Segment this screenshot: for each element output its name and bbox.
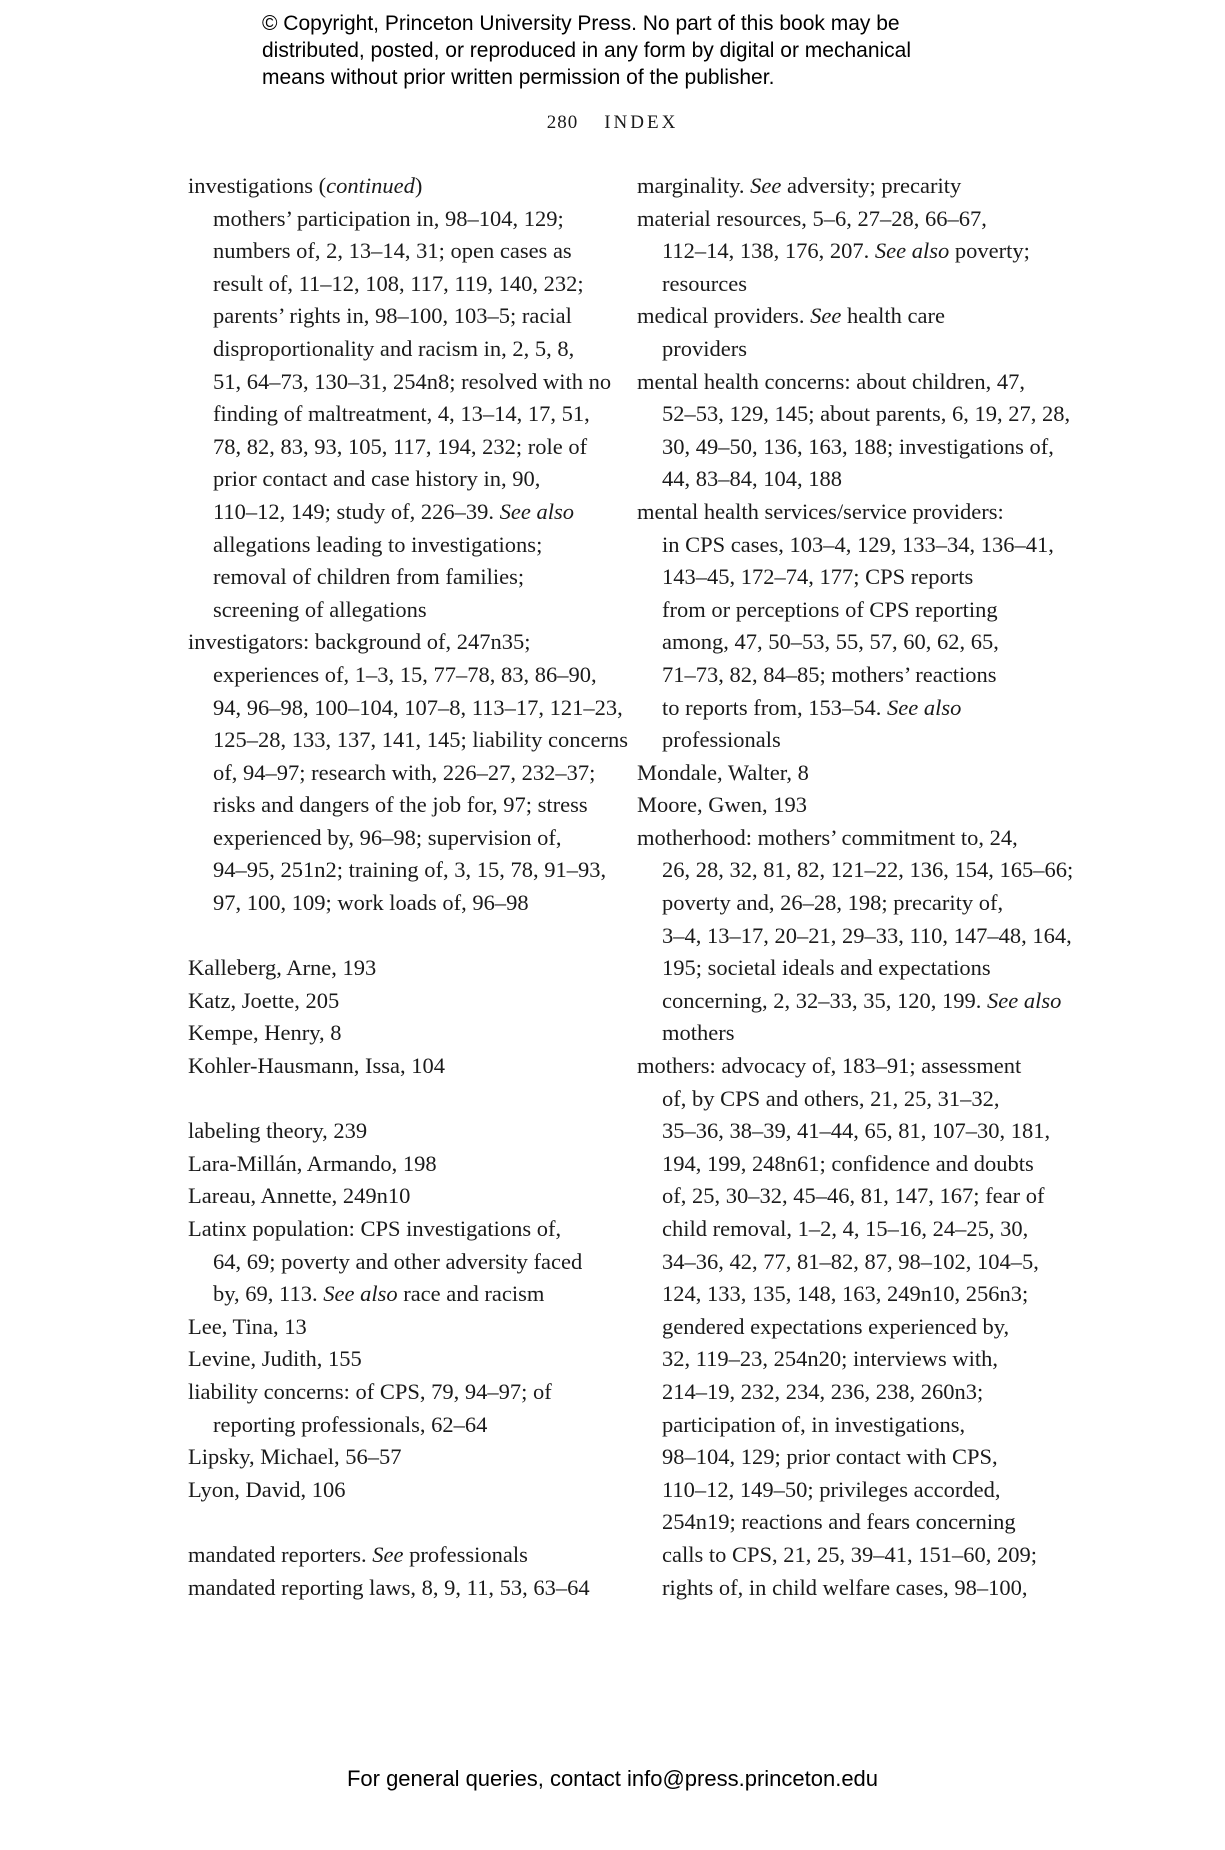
- index-entry-investigations: [188, 170, 612, 626]
- copyright-line: distributed, posted, or reproduced in any form by digital or mechanical: [262, 39, 912, 62]
- entry-line: 97, 100, 109; work loads of, 96–98: [213, 890, 529, 916]
- see-also-label: See also: [499, 498, 575, 524]
- entry-line: mothers’ participation in, 98–104, 129;: [213, 205, 564, 231]
- entry-line: marginality. See adversity; precarity: [637, 173, 962, 198]
- entry-line: resources: [662, 270, 747, 296]
- index-group-l: [188, 1115, 598, 1506]
- entry-line: Katz, Joette, 205: [188, 987, 340, 1013]
- entry-line: result of, 11–12, 108, 117, 119, 140, 232;: [213, 270, 584, 296]
- entry-line: 34–36, 42, 77, 81–82, 87, 98–102, 104–5,: [662, 1248, 1039, 1274]
- entry-line: allegations leading to investigations;: [213, 531, 543, 557]
- entry-line: 64, 69; poverty and other adversity faced: [213, 1248, 583, 1274]
- entry-line: material resources, 5–6, 27–28, 66–67,: [637, 205, 987, 231]
- page-number: 280: [546, 112, 579, 133]
- entry-line: disproportionality and racism in, 2, 5, 8,: [213, 335, 575, 361]
- index-column-right: [637, 170, 1074, 1604]
- entry-line: Kohler-Hausmann, Issa, 104: [188, 1053, 445, 1079]
- entry-line: calls to CPS, 21, 25, 39–41, 151–60, 209;: [662, 1541, 1038, 1567]
- entry-line: medical providers. See health care: [637, 303, 945, 329]
- entry-line: investigations (continued): [188, 173, 423, 198]
- entry-line: mental health concerns: about children, 47,: [637, 368, 1025, 394]
- entry-line: among, 47, 50–53, 55, 57, 60, 62, 65,: [662, 629, 999, 655]
- entry-line: of, 25, 30–32, 45–46, 81, 147, 167; fear of: [662, 1183, 1045, 1209]
- entry-line: 194, 199, 248n61; confidence and doubts: [662, 1150, 1034, 1176]
- entry-line: finding of maltreatment, 4, 13–14, 17, 51,: [213, 401, 590, 427]
- entry-line: from or perceptions of CPS reporting: [662, 596, 998, 622]
- entry-line: providers: [662, 335, 747, 361]
- entry-line: 44, 83–84, 104, 188: [662, 466, 842, 492]
- see-also-label: See also: [886, 694, 962, 720]
- entry-line: reporting professionals, 62–64: [213, 1411, 488, 1437]
- entry-line: mental health services/service providers:: [637, 498, 1004, 524]
- entry-line: 71–73, 82, 84–85; mothers’ reactions: [662, 661, 997, 687]
- entry-line: Moore, Gwen, 193: [637, 792, 807, 818]
- entry-line: to reports from, 153–54. See also: [662, 694, 962, 720]
- entry-line: 110–12, 149; study of, 226–39. See also: [213, 498, 575, 524]
- continued-note: continued: [326, 173, 415, 198]
- entry-line: Levine, Judith, 155: [188, 1346, 362, 1372]
- entry-line: liability concerns: of CPS, 79, 94–97; of: [188, 1378, 552, 1404]
- section-title: INDEX: [604, 112, 679, 133]
- entry-line: professionals: [662, 727, 781, 753]
- footer-contact: For general queries, contact info@press.princeton.edu: [346, 1766, 879, 1791]
- see-label: See: [810, 303, 842, 329]
- entry-line: experienced by, 96–98; supervision of,: [213, 824, 562, 850]
- entry-line: 78, 82, 83, 93, 105, 117, 194, 232; role of: [213, 433, 588, 459]
- entry-line: 32, 119–23, 254n20; interviews with,: [662, 1346, 999, 1372]
- running-head: [0, 112, 1225, 134]
- see-also-label: See also: [874, 238, 950, 264]
- entry-line: mothers: [662, 1020, 735, 1046]
- entry-line: Kempe, Henry, 8: [188, 1020, 342, 1046]
- entry-line: 94–95, 251n2; training of, 3, 15, 78, 91–93,: [213, 857, 607, 883]
- entry-line: 26, 28, 32, 81, 82, 121–22, 136, 154, 165–66;: [662, 857, 1074, 883]
- entry-line: 143–45, 172–74, 177; CPS reports: [662, 564, 974, 590]
- entry-line: 254n19; reactions and fears concerning: [662, 1509, 1016, 1535]
- entry-line: mothers: advocacy of, 183–91; assessment: [637, 1053, 1022, 1079]
- entry-line: Lara-Millán, Armando, 198: [188, 1150, 437, 1176]
- entry-line: participation of, in investigations,: [662, 1411, 966, 1437]
- entry-line: removal of children from families;: [213, 564, 525, 590]
- entry-line: risks and dangers of the job for, 97; stress: [213, 792, 588, 818]
- copyright-line: means without prior written permission of the publisher.: [262, 66, 775, 89]
- entry-line: Kalleberg, Arne, 193: [188, 955, 377, 981]
- entry-line: prior contact and case history in, 90,: [213, 466, 541, 492]
- index-group-k: [188, 952, 598, 1082]
- entry-line: 110–12, 149–50; privileges accorded,: [662, 1476, 1001, 1502]
- entry-line: 94, 96–98, 100–104, 107–8, 113–17, 121–23,: [213, 694, 623, 720]
- index-column-left: [188, 170, 628, 1604]
- entry-line: labeling theory, 239: [188, 1118, 368, 1144]
- see-label: See: [372, 1541, 404, 1567]
- entry-line: 52–53, 129, 145; about parents, 6, 19, 27, 28,: [662, 401, 1071, 427]
- entry-line: motherhood: mothers’ commitment to, 24,: [637, 824, 1018, 850]
- see-also-label: See also: [323, 1281, 398, 1307]
- entry-line: 51, 64–73, 130–31, 254n8; resolved with no: [213, 368, 612, 394]
- entry-line: child removal, 1–2, 4, 15–16, 24–25, 30,: [662, 1216, 1029, 1241]
- copyright-notice: [262, 10, 1022, 91]
- entry-line: Lyon, David, 106: [188, 1476, 346, 1502]
- entry-line: poverty and, 26–28, 198; precarity of,: [662, 890, 1004, 916]
- entry-line: 214–19, 232, 234, 236, 238, 260n3;: [662, 1378, 984, 1404]
- entry-line: gendered expectations experienced by,: [662, 1313, 1010, 1339]
- entry-line: Mondale, Walter, 8: [637, 759, 809, 785]
- entry-line: 124, 133, 135, 148, 163, 249n10, 256n3;: [662, 1281, 1029, 1307]
- entry-line: mandated reporters. See professionals: [188, 1541, 528, 1567]
- entry-line: Lareau, Annette, 249n10: [188, 1183, 411, 1209]
- copyright-line: © Copyright, Princeton University Press. No part of this book may be: [262, 12, 900, 35]
- entry-line: by, 69, 113. See also race and racism: [213, 1281, 545, 1307]
- entry-line: Lipsky, Michael, 56–57: [188, 1444, 402, 1470]
- index-group-m: [188, 1539, 598, 1604]
- entry-line: 112–14, 138, 176, 207. See also poverty;: [662, 238, 1030, 264]
- entry-line: of, by CPS and others, 21, 25, 31–32,: [662, 1085, 1000, 1111]
- entry-line: experiences of, 1–3, 15, 77–78, 83, 86–90,: [213, 661, 597, 687]
- entry-line: Lee, Tina, 13: [188, 1313, 307, 1339]
- entry-line: 98–104, 129; prior contact with CPS,: [662, 1444, 998, 1470]
- entry-line: in CPS cases, 103–4, 129, 133–34, 136–41,: [662, 531, 1054, 557]
- entry-line: mandated reporting laws, 8, 9, 11, 53, 63–64: [188, 1574, 590, 1600]
- entry-line: investigators: background of, 247n35;: [188, 629, 531, 655]
- entry-line: 125–28, 133, 137, 141, 145; liability concerns: [213, 727, 628, 753]
- index-entry-investigators: [188, 626, 628, 919]
- entry-line: rights of, in child welfare cases, 98–100,: [662, 1574, 1028, 1600]
- see-also-label: See also: [986, 987, 1062, 1013]
- entry-line: 195; societal ideals and expectations: [662, 955, 991, 981]
- entry-line: screening of allegations: [213, 596, 427, 622]
- entry-line: of, 94–97; research with, 226–27, 232–37;: [213, 759, 596, 785]
- entry-line: 30, 49–50, 136, 163, 188; investigations of,: [662, 433, 1054, 459]
- entry-line: numbers of, 2, 13–14, 31; open cases as: [213, 238, 572, 264]
- entry-line: parents’ rights in, 98–100, 103–5; racial: [213, 303, 572, 329]
- see-label: See: [750, 173, 782, 198]
- entry-line: 3–4, 13–17, 20–21, 29–33, 110, 147–48, 164,: [662, 922, 1072, 948]
- entry-line: 35–36, 38–39, 41–44, 65, 81, 107–30, 181,: [662, 1118, 1051, 1144]
- entry-line: Latinx population: CPS investigations of,: [188, 1216, 562, 1241]
- entry-line: concerning, 2, 32–33, 35, 120, 199. See also: [662, 987, 1062, 1013]
